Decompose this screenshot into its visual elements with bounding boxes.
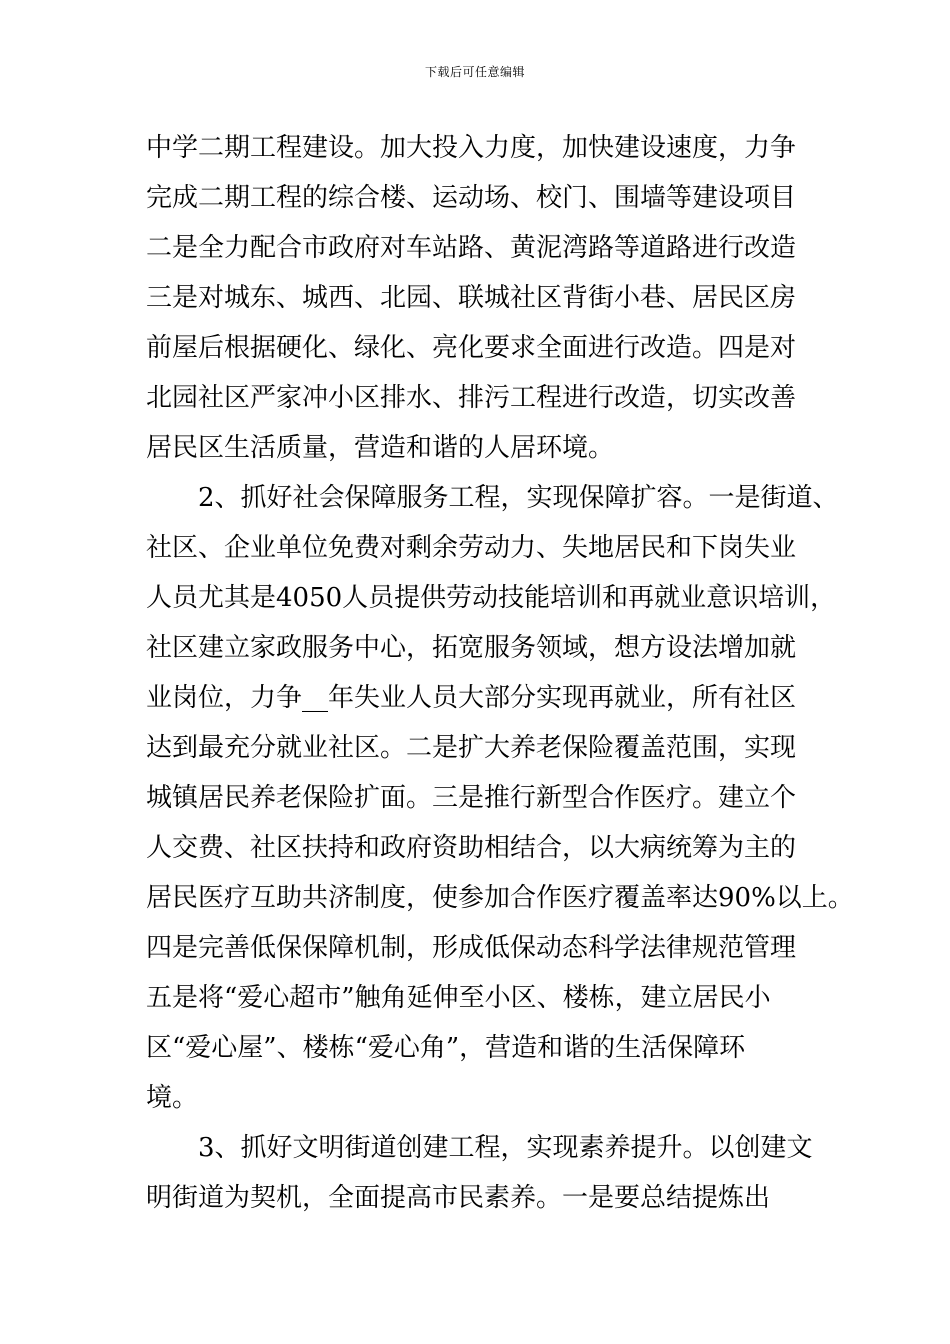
text-line: 明街道为契机，全面提高市民素养。一是要总结提炼出 bbox=[146, 1183, 771, 1213]
text-line: 人交费、社区扶持和政府资助相结合，以大病统筹为主的 bbox=[146, 833, 797, 863]
text-line: 二是全力配合市政府对车站路、黄泥湾路等道路进行改造 bbox=[146, 233, 797, 263]
text-line: 居民医疗互助共济制度，使参加合作医疗覆盖率达90%以上。 bbox=[146, 883, 854, 913]
text-line: 社区建立家政服务中心，拓宽服务领域，想方设法增加就 bbox=[146, 633, 797, 663]
paragraph-start-line: 2、抓好社会保障服务工程，实现保障扩容。一是街道、 bbox=[198, 483, 839, 513]
text-line: 社区、企业单位免费对剩余劳动力、失地居民和下岗失业 bbox=[146, 533, 797, 563]
text-line: 四是完善低保保障机制，形成低保动态科学法律规范管理 bbox=[146, 933, 797, 963]
text-line: 城镇居民养老保险扩面。三是推行新型合作医疗。建立个 bbox=[146, 783, 797, 813]
text-line: 境。 bbox=[146, 1083, 199, 1113]
text-line: 人员尤其是4050人员提供劳动技能培训和再就业意识培训， bbox=[146, 583, 837, 613]
text-line: 前屋后根据硬化、绿化、亮化要求全面进行改造。四是对 bbox=[146, 333, 797, 363]
text-line: 三是对城东、城西、北园、联城社区背街小巷、居民区房 bbox=[146, 283, 797, 313]
text-line: 五是将“爱心超市”触角延伸至小区、楼栋，建立居民小 bbox=[146, 983, 771, 1013]
text-line: 达到最充分就业社区。二是扩大养老保险覆盖范围，实现 bbox=[146, 733, 797, 763]
page-header: 下载后可任意编辑 bbox=[424, 65, 525, 79]
text-line: 居民区生活质量，营造和谐的人居环境。 bbox=[146, 433, 615, 463]
text-line: 完成二期工程的综合楼、运动场、校门、围墙等建设项目 bbox=[146, 183, 797, 213]
paragraph-start-line: 3、抓好文明街道创建工程，实现素养提升。以创建文 bbox=[198, 1133, 813, 1163]
text-line: 业岗位，力争__年失业人员大部分实现再就业，所有社区 bbox=[146, 683, 797, 713]
text-line: 中学二期工程建设。加大投入力度，加快建设速度，力争 bbox=[146, 133, 797, 163]
text-line: 北园社区严家冲小区排水、排污工程进行改造，切实改善 bbox=[146, 383, 797, 413]
text-line: 区“爱心屋”、楼栋“爱心角”，营造和谐的生活保障环 bbox=[146, 1033, 746, 1063]
